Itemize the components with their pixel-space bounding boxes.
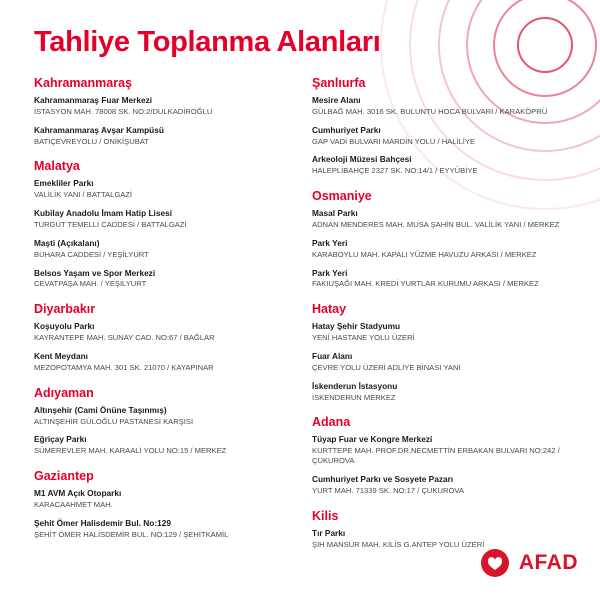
city-heading: Adıyaman <box>34 385 94 400</box>
assembly-area-entry <box>34 268 286 290</box>
assembly-area-address: ADNAN MENDERES MAH. MUSA ŞAHİN BUL. VALİLİK YANI / MERKEZ <box>312 220 560 230</box>
assembly-area-name: Arkeoloji Müzesi Bahçesi <box>312 154 412 165</box>
assembly-area-name: Emekliler Parkı <box>34 178 94 189</box>
assembly-area-name: Eğriçay Parkı <box>34 434 87 445</box>
assembly-area-name: Hatay Şehir Stadyumu <box>312 321 401 332</box>
city-heading: Hatay <box>312 302 347 317</box>
assembly-area-address: KURTTEPE MAH. PROF.DR.NECMETTİN ERBAKAN BULVARI NO:242 / ÇUKUROVA <box>312 446 560 466</box>
assembly-area-address: BATIÇEVREYOLU / ONİKİŞUBAT <box>34 136 149 146</box>
assembly-area-address: İSTASYON MAH. 78008 SK. NO:2/DULKADİROĞLU <box>34 106 213 116</box>
assembly-area-address: SÜMEREVLER MAH. KARAALİ YOLU NO:15 / MERKEZ <box>34 446 227 456</box>
assembly-area-entry <box>34 434 286 456</box>
assembly-area-address: FAKIUŞAĞI MAH. KREDİ YURTLAR KURUMU ARKASI / MERKEZ <box>312 279 539 289</box>
assembly-area-address: ŞEHİT ÖMER HALİSDEMİR BUL. NO:129 / ŞEHİTKAMİL <box>34 529 229 539</box>
city-heading: Osmaniye <box>312 189 372 204</box>
assembly-area-address: HALEPLİBAHÇE 2327 SK. NO:14/1 / EYYÜBİYE <box>312 166 478 176</box>
assembly-area-name: Belsos Yaşam ve Spor Merkezi <box>34 267 156 278</box>
assembly-area-address: BUHARA CADDESİ / YEŞİLYURT <box>34 249 149 259</box>
afad-logo: AFAD <box>518 551 578 574</box>
assembly-area-name: İskenderun İstasyonu <box>312 380 398 391</box>
assembly-area-name: Park Yeri <box>312 237 348 248</box>
assembly-area-address: GAP VADİ BULVARI MARDİN YOLU / HALİLİYE <box>312 136 476 146</box>
assembly-area-name: M1 AVM Açık Otoparkı <box>34 488 122 499</box>
assembly-area-name: Koşuyolu Parkı <box>34 321 95 332</box>
assembly-area-entry <box>312 208 586 230</box>
ministry-logo-icon <box>480 548 510 578</box>
city-heading: Şanlıurfa <box>312 76 366 90</box>
assembly-area-address: YENİ HASTANE YOLU ÜZERİ <box>312 333 415 343</box>
assembly-area-entry <box>312 125 586 147</box>
assembly-area-name: Mesire Alanı <box>312 95 361 105</box>
city-heading: Gaziantep <box>34 469 94 484</box>
assembly-area-entry <box>34 351 286 373</box>
page-title: Tahliye Toplanma Alanları <box>34 26 381 58</box>
assembly-area-entry <box>312 434 586 466</box>
footer-logos <box>480 548 578 578</box>
assembly-area-address: TURGUT TEMELLİ CADDESİ / BATTALGAZİ <box>34 220 187 230</box>
assembly-area-name: Kahramanmaraş Fuar Merkezi <box>34 95 153 105</box>
assembly-area-name: Tır Parkı <box>312 527 346 538</box>
assembly-area-name: Şehit Ömer Halisdemir Bul. No:129 <box>34 517 171 528</box>
assembly-area-address: VALİLİK YANI / BATTALGAZİ <box>34 190 133 200</box>
column-right <box>300 76 600 557</box>
city-heading: Diyarbakır <box>34 302 96 317</box>
assembly-area-entry <box>34 95 286 117</box>
assembly-area-name: Maşti (Açıkalanı) <box>34 237 100 248</box>
assembly-area-name: Cumhuriyet Parkı <box>312 124 381 135</box>
assembly-area-address: KAYRANTEPE MAH. SUNAY CAD. NO:67 / BAĞLAR <box>34 333 215 343</box>
assembly-area-entry <box>34 405 286 427</box>
assembly-area-entry <box>312 351 586 373</box>
assembly-area-name: Kubilay Anadolu İmam Hatip Lisesi <box>34 208 173 219</box>
assembly-area-address: KARABOYLU MAH. KAPALI YÜZME HAVUZU ARKASI / MERKEZ <box>312 249 537 259</box>
assembly-area-entry <box>34 321 286 343</box>
assembly-area-entry <box>34 238 286 260</box>
assembly-area-address: ALTINŞEHİR GÜLOĞLU PASTANESİ KARŞISI <box>34 416 194 426</box>
assembly-area-entry <box>312 154 586 176</box>
city-heading: Adana <box>312 415 351 430</box>
assembly-area-entry <box>312 381 586 403</box>
assembly-area-name: Kahramanmaraş Avşar Kampüsü <box>34 124 164 135</box>
assembly-area-entry <box>34 125 286 147</box>
assembly-area-entry <box>312 528 586 550</box>
assembly-area-entry <box>312 474 586 496</box>
assembly-area-entry <box>34 488 286 510</box>
assembly-area-entry <box>312 268 586 290</box>
assembly-area-name: Altınşehir (Cami Önüne Taşınmış) <box>34 404 167 415</box>
assembly-area-name: Park Yeri <box>312 267 348 278</box>
city-heading: Kilis <box>312 508 339 523</box>
assembly-area-entry <box>312 321 586 343</box>
assembly-area-address: YURT MAH. 71339 SK. NO:17 / ÇUKUROVA <box>312 485 464 495</box>
assembly-area-entry <box>34 518 286 540</box>
city-heading: Malatya <box>34 159 80 174</box>
assembly-area-name: Kent Meydanı <box>34 351 88 362</box>
assembly-area-address: İSKENDERUN MERKEZ <box>312 392 396 402</box>
assembly-area-name: Cumhuriyet Parkı ve Sosyete Pazarı <box>312 474 454 485</box>
assembly-area-address: ÇEVRE YOLU ÜZERİ ADLİYE BİNASI YANI <box>312 362 461 372</box>
assembly-area-entry <box>312 238 586 260</box>
assembly-area-address: CEVATPAŞA MAH. / YEŞİLYURT <box>34 279 147 289</box>
assembly-area-name: Fuar Alanı <box>312 351 353 362</box>
assembly-area-name: Masal Parkı <box>312 208 358 219</box>
assembly-area-address: MEZOPOTAMYA MAH. 301 SK. 21070 / KAYAPINAR <box>34 362 214 372</box>
assembly-area-address: ŞIH MANSUR MAH. KİLİS G.ANTEP YOLU ÜZERİ <box>312 539 485 549</box>
assembly-area-entry <box>34 178 286 200</box>
assembly-area-name: Tüyap Fuar ve Kongre Merkezi <box>312 434 433 445</box>
assembly-area-address: KARACAAHMET MAH. <box>34 500 113 510</box>
assembly-area-entry <box>34 208 286 230</box>
assembly-area-address: GÜLBAĞ MAH. 3016 SK. BULUNTU HOCA BULVARI / KARAKÖPRÜ <box>312 106 548 116</box>
city-columns <box>0 76 600 557</box>
city-heading: Kahramanmaraş <box>34 76 132 90</box>
assembly-area-entry <box>312 95 586 117</box>
column-left <box>0 76 300 557</box>
